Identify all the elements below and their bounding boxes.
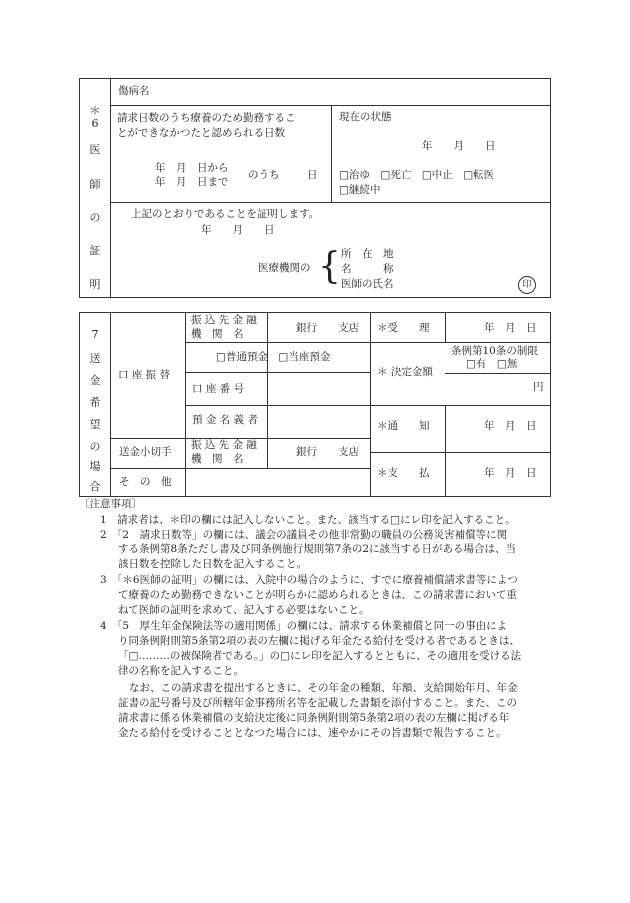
seal-stamp: 印 xyxy=(518,276,536,294)
decision-amount-label: ＊ 決定金額 xyxy=(377,366,433,378)
bank-name-label-1: 振 込 先 金 融 xyxy=(191,314,257,326)
bank-transfer-label: 口 座 振 替 xyxy=(118,369,171,381)
of-which-label: のうち xyxy=(248,169,280,181)
note-line: 4 「5 厚生年金保険法等の適用関係」の欄には、請求する休業補償と同一の事由によ xyxy=(100,620,508,632)
section6-side-char: の xyxy=(89,211,101,224)
to-date-label: 年 月 日まで xyxy=(155,176,229,188)
note-line: ねて医師の証明を求めて、記入する必要はないこと。 xyxy=(118,604,370,616)
certify-date: 年 月 日 xyxy=(201,224,275,236)
remit-bank-value[interactable]: 銀行 支店 xyxy=(296,446,359,458)
payment-label: ＊支 払 xyxy=(377,467,430,479)
institution-address-label: 所 在 地 xyxy=(341,248,394,260)
from-date-label: 年 月 日から xyxy=(155,162,229,174)
section7-side-char: 送 xyxy=(89,352,101,365)
institution-name-label: 名 称 xyxy=(341,263,394,275)
note-line: 2 「2 請求日数等」の欄には、議会の議員その他非常勤の職員の公務災害補償等に関 xyxy=(100,529,508,541)
note-line: 金たる給付を受けることとなつた場合には、速やかにその旨書類で報告すること。 xyxy=(118,727,507,739)
section7-side-char: 望 xyxy=(89,418,101,431)
payment-date: 年 月 日 xyxy=(484,467,537,479)
restriction-label: 条例第10条の制限 xyxy=(451,345,538,357)
note-line: 3 「＊6医師の証明」の欄には、入院中の場合のように、すでに療養補償請求書等によつ xyxy=(100,574,518,586)
section6-side-char: 6 xyxy=(91,117,99,130)
section6-side-char: 師 xyxy=(89,178,101,191)
section7-side-char: 合 xyxy=(89,480,101,493)
deposit-type-options[interactable]: □普通預金 □当座預金 xyxy=(216,351,331,363)
note-line: 証書の記号番号及び所轄年金事務所名等を記載した書類を添付すること。また、この xyxy=(118,697,517,709)
remit-bank-label-1: 振 込 先 金 融 xyxy=(191,439,257,451)
section6-side-char: ＊ xyxy=(89,104,101,117)
receipt-date: 年 月 日 xyxy=(484,322,537,334)
other-label: そ の 他 xyxy=(119,476,172,488)
day-unit-label: 日 xyxy=(307,169,318,181)
doctor-name-label: 医師の氏名 xyxy=(341,278,394,290)
institution-label: 医療機関の xyxy=(258,262,311,274)
note-line: 「□………の被保険者である。」の□にレ印を記入するとともに、その適用を受ける法 xyxy=(118,650,522,662)
section6-side-char: 医 xyxy=(89,143,101,156)
account-holder-label: 預 金 名 義 者 xyxy=(192,414,258,426)
note-line: 1 請求者は、＊印の欄には記入しないこと。また、該当する□にレ印を記入すること。 xyxy=(100,514,516,526)
certify-text: 上記のとおりであることを証明します。 xyxy=(131,208,320,220)
yen-unit: 円 xyxy=(533,381,544,393)
status-options[interactable]: □治ゆ □死亡 □中止 □転医 xyxy=(339,169,495,181)
section6-side-char: 明 xyxy=(89,278,101,291)
status-date: 年 月 日 xyxy=(422,140,496,152)
notice-label: ＊通 知 xyxy=(377,420,430,432)
notice-date: 年 月 日 xyxy=(484,420,537,432)
section6-side-char: 証 xyxy=(89,244,101,257)
bank-name-value[interactable]: 銀行 支店 xyxy=(296,322,359,334)
note-line: なお、この請求書を提出するときに、その年金の種類、年額、支給開始年月、年金 xyxy=(129,682,518,694)
remit-bank-label-2: 機 関 名 xyxy=(191,453,244,465)
section7-side-char: 場 xyxy=(89,460,101,473)
note-line: て療養のため勤務できないことが明らかに認められるときは、この請求書において重 xyxy=(118,589,517,601)
section7-side-char: の xyxy=(89,440,101,453)
note-line: 該日数を控除した日数を記入すること。 xyxy=(118,558,307,570)
remittance-check-label: 送金小切手 xyxy=(119,446,172,458)
receipt-label: ＊受 理 xyxy=(377,322,430,334)
note-line: 律の名称を記入すること。 xyxy=(118,665,244,677)
note-line: り同条例附則第5条第2項の表の左欄に掲げる年金たる給付を受ける者であるときは、 xyxy=(118,635,520,647)
days-label-line1: 請求日数のうち療養のため勤務するこ xyxy=(117,112,296,124)
injury-name-label: 傷病名 xyxy=(118,85,150,97)
notes-heading: 〔注意事項〕 xyxy=(79,498,142,510)
days-label-line2: とができなかつたと認められる日数 xyxy=(117,127,285,139)
restriction-options[interactable]: □有 □無 xyxy=(466,358,518,370)
bank-name-label-2: 機 関 名 xyxy=(191,328,244,340)
note-line: 請求書に係る休業補償の支給決定後に同条例附則第5条第2項の表の左欄に掲げる年 xyxy=(118,712,510,724)
status-option-continuing[interactable]: □継続中 xyxy=(339,184,381,196)
section7-side-char: 希 xyxy=(89,396,101,409)
note-line: する条例第8条ただし書及び同条例施行規則第7条の2に該当する日がある場合は、当 xyxy=(118,543,517,555)
section7-side-char: 金 xyxy=(89,374,101,387)
brace-symbol: { xyxy=(318,246,341,287)
current-status-label: 現在の状態 xyxy=(339,111,392,123)
account-number-label: 口 座 番 号 xyxy=(192,383,245,395)
section7-side-char: 7 xyxy=(91,328,99,341)
